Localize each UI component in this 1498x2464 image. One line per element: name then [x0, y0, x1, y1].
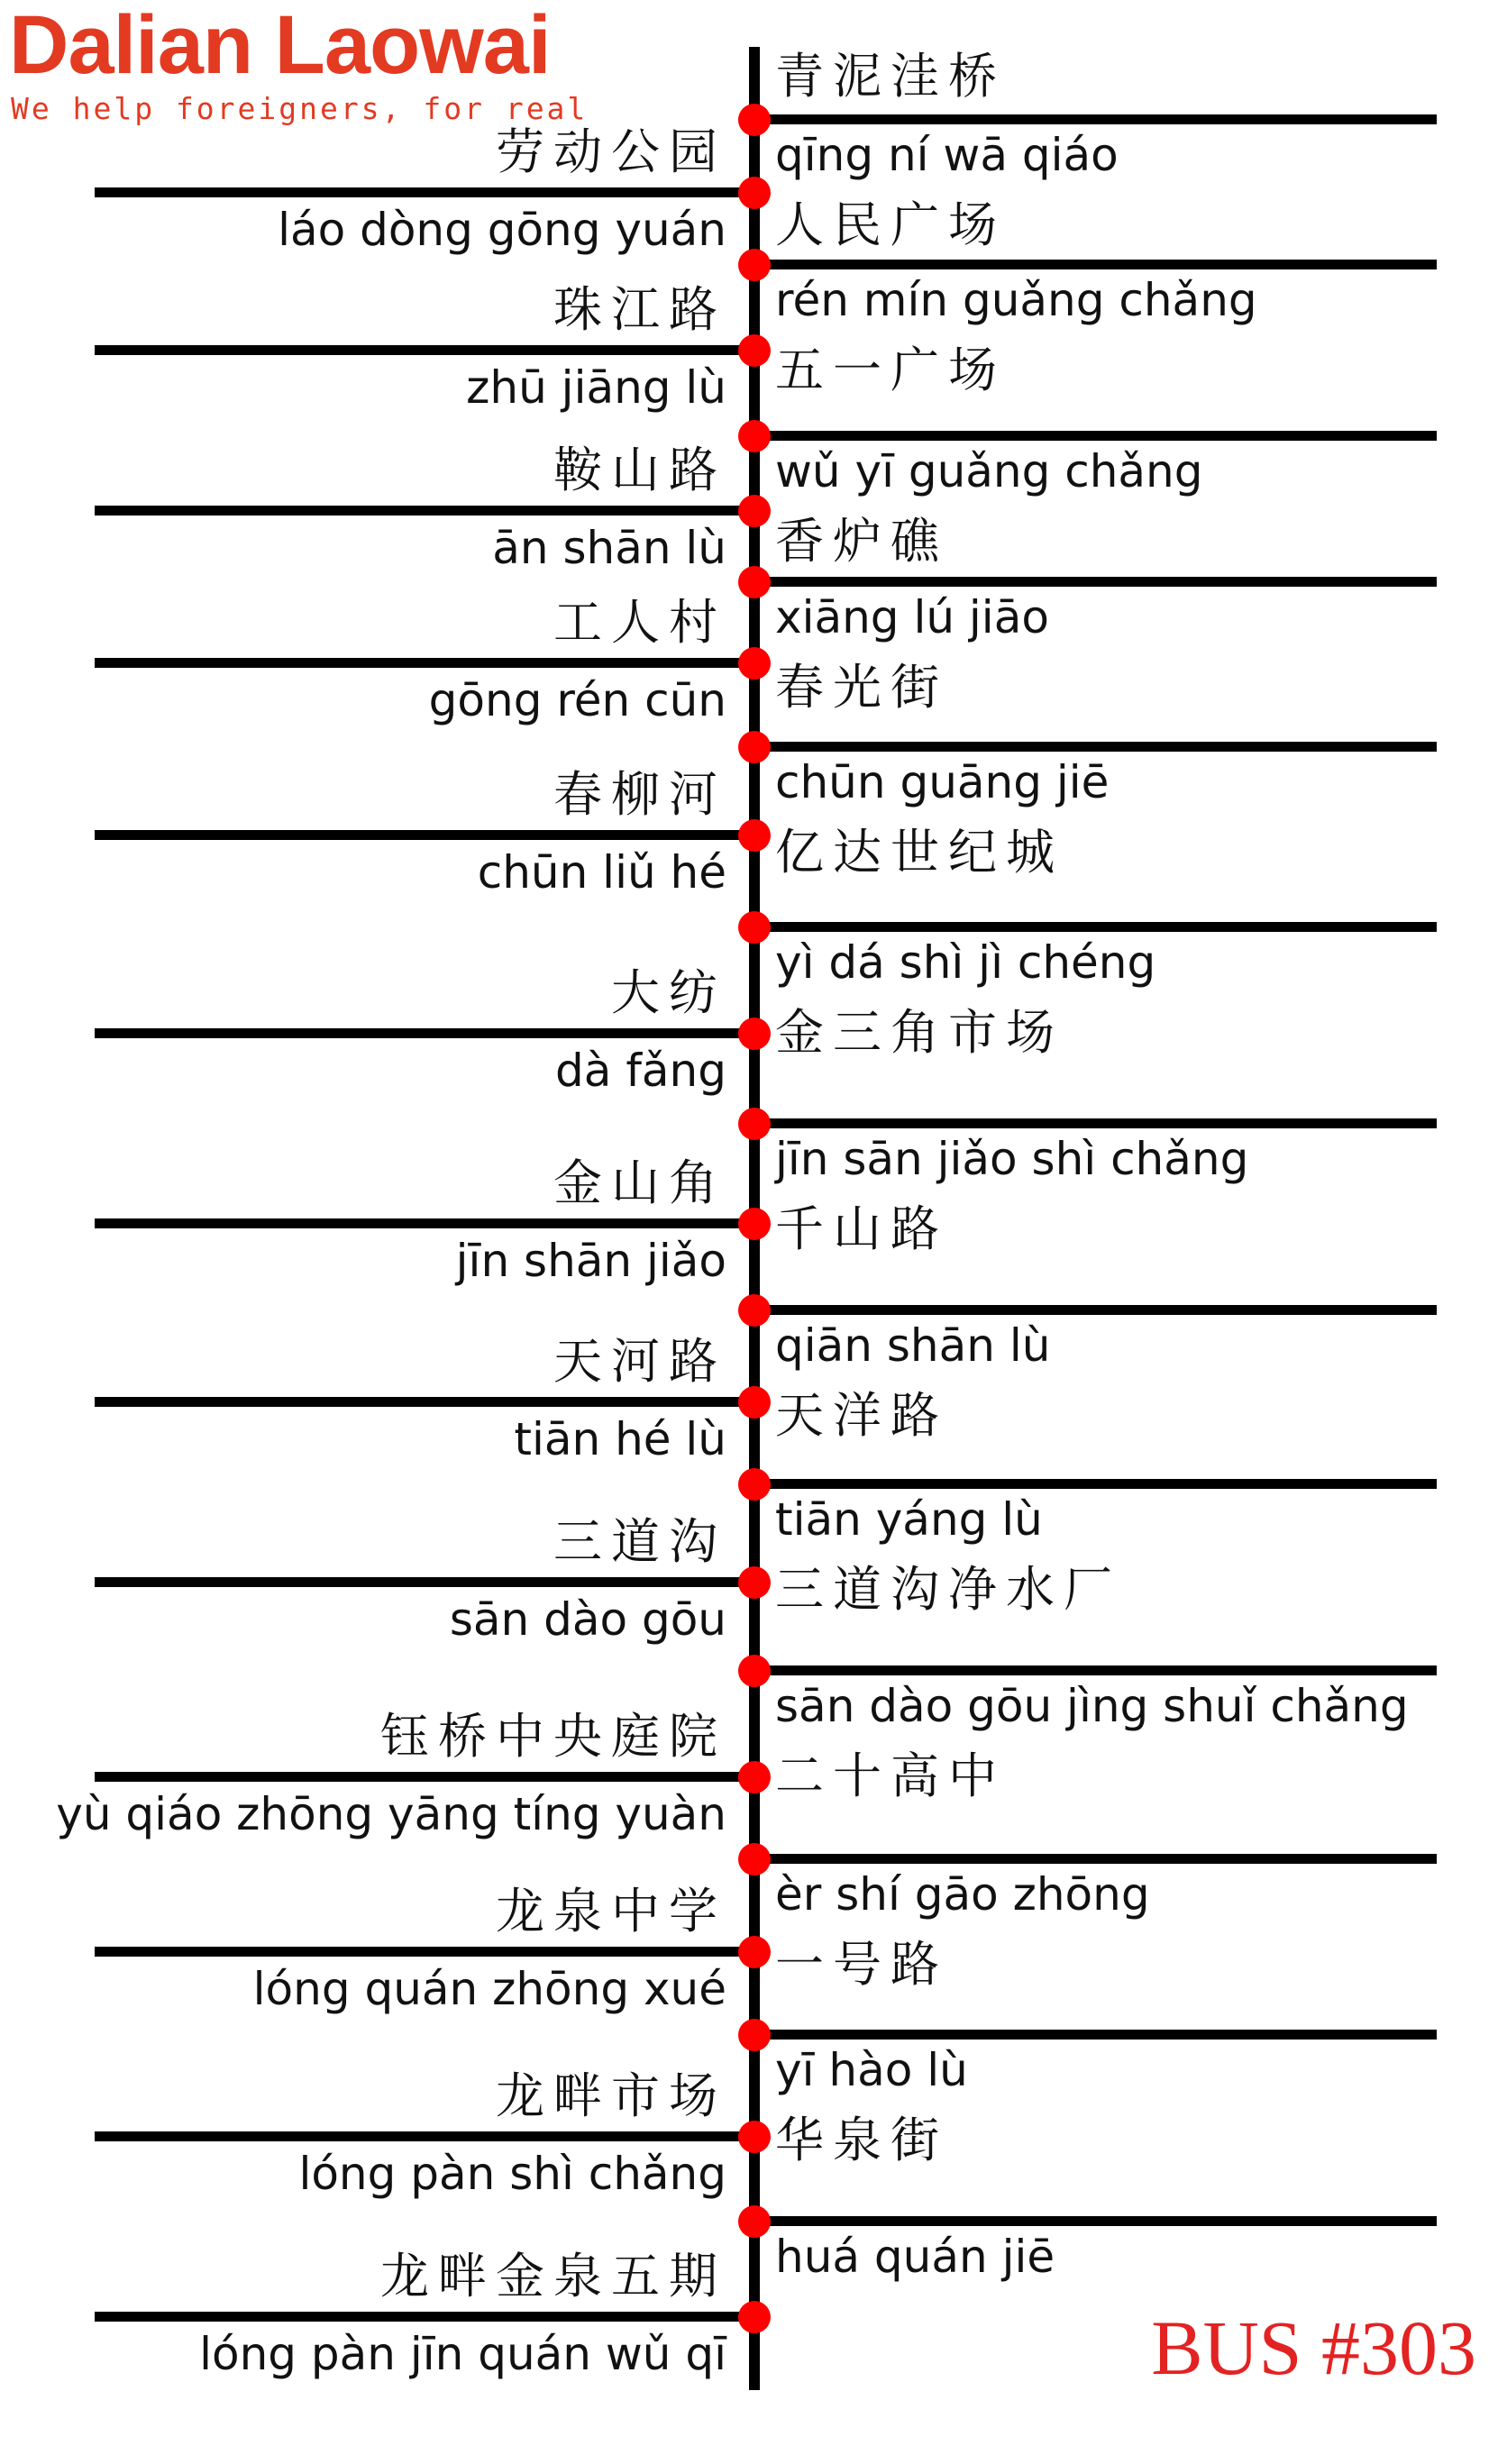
- stop-name-pinyin: lóng pàn jīn quán wǔ qī: [199, 2328, 726, 2380]
- stop-name-pinyin: jīn sān jiǎo shì chǎng: [775, 1133, 1249, 1185]
- stop-name-pinyin: sān dào gōu: [449, 1593, 726, 1646]
- stop-rule: [755, 577, 1437, 587]
- stop-rule: [755, 260, 1437, 269]
- stop-dot: [738, 2019, 771, 2051]
- stop-name-pinyin: huá quán jiē: [775, 2231, 1055, 2283]
- stop-name-chinese: 龙畔市场: [496, 2067, 726, 2124]
- stop-name-pinyin: lóng pàn shì chǎng: [298, 2148, 726, 2200]
- stop-name-pinyin: ān shān lù: [492, 522, 726, 574]
- stop-name-pinyin: sān dào gōu jìng shuǐ chǎng: [775, 1680, 1409, 1732]
- stop-rule: [95, 187, 754, 197]
- stop-dot: [738, 1294, 771, 1327]
- stop-rule: [755, 114, 1437, 124]
- stop-name-pinyin: chūn guāng jiē: [775, 756, 1110, 808]
- stop-dot: [738, 1108, 771, 1140]
- stop-name-pinyin: lóng quán zhōng xué: [252, 1963, 726, 2015]
- stop-name-chinese: 香炉礁: [775, 513, 948, 570]
- stop-name-pinyin: jīn shān jiǎo: [455, 1235, 726, 1287]
- stop-name-pinyin: tiān hé lù: [514, 1413, 726, 1465]
- stop-name-pinyin: qiān shān lù: [775, 1319, 1051, 1372]
- stop-name-chinese: 五一广场: [775, 342, 1006, 398]
- stop-dot: [738, 2301, 771, 2333]
- stop-rule: [755, 1479, 1437, 1489]
- stop-rule: [755, 1854, 1437, 1864]
- stop-rule: [95, 345, 754, 355]
- stop-name-chinese: 人民广场: [775, 196, 1006, 253]
- stop-name-pinyin: wǔ yī guǎng chǎng: [775, 445, 1203, 497]
- stop-dot: [738, 2205, 771, 2238]
- stop-rule: [755, 431, 1437, 441]
- stop-name-chinese: 劳动公园: [496, 123, 726, 180]
- stop-name-chinese: 金山角: [553, 1154, 726, 1211]
- stop-rule: [95, 830, 754, 840]
- stop-name-chinese: 珠江路: [553, 281, 726, 338]
- stop-name-chinese: 二十高中: [775, 1748, 1006, 1804]
- stop-dot: [738, 1936, 771, 1968]
- stop-name-chinese: 龙泉中学: [496, 1883, 726, 1939]
- stop-dot: [738, 1566, 771, 1599]
- stop-rule: [755, 2216, 1437, 2226]
- stop-rule: [95, 506, 754, 516]
- stop-name-pinyin: zhū jiāng lù: [466, 361, 726, 414]
- stop-name-chinese: 鞍山路: [553, 442, 726, 498]
- stop-rule: [95, 2131, 754, 2141]
- stop-dot: [738, 1018, 771, 1050]
- stop-name-chinese: 一号路: [775, 1936, 948, 1993]
- stop-dot: [738, 420, 771, 452]
- stop-dot: [738, 1761, 771, 1793]
- stop-dot: [738, 911, 771, 944]
- stop-name-chinese: 华泉街: [775, 2112, 948, 2168]
- stop-dot: [738, 566, 771, 598]
- stop-rule: [755, 1305, 1437, 1315]
- stop-name-chinese: 亿达世纪城: [775, 824, 1064, 881]
- stop-name-pinyin: yì dá shì jì chéng: [775, 936, 1156, 989]
- stop-dot: [738, 819, 771, 852]
- stop-dot: [738, 1386, 771, 1419]
- stop-rule: [755, 1665, 1437, 1675]
- stop-dot: [738, 104, 771, 136]
- stop-rule: [755, 1118, 1437, 1128]
- stop-rule: [95, 1397, 754, 1407]
- stop-dot: [738, 1468, 771, 1501]
- stop-rule: [755, 922, 1437, 932]
- stop-dot: [738, 249, 771, 281]
- stop-name-pinyin: gōng rén cūn: [428, 674, 726, 726]
- stop-name-chinese: 钰桥中央庭院: [380, 1708, 726, 1765]
- stop-name-chinese: 工人村: [553, 594, 726, 651]
- stop-rule: [95, 1028, 754, 1038]
- route-label: BUS #303: [1151, 2304, 1476, 2391]
- stop-name-chinese: 天河路: [553, 1333, 726, 1390]
- stop-rule: [95, 1577, 754, 1587]
- logo-tagline: We help foreigners, for real: [11, 91, 589, 126]
- stop-rule: [95, 1772, 754, 1782]
- stop-name-pinyin: yù qiáo zhōng yāng tíng yuàn: [56, 1788, 726, 1840]
- stop-dot: [738, 647, 771, 680]
- stop-name-pinyin: rén mín guǎng chǎng: [775, 274, 1257, 326]
- stop-rule: [755, 2030, 1437, 2040]
- stop-name-pinyin: chūn liǔ hé: [477, 846, 726, 899]
- stop-name-chinese: 金三角市场: [775, 1004, 1064, 1061]
- stop-rule: [95, 2312, 754, 2322]
- stop-name-chinese: 青泥洼桥: [775, 48, 1006, 105]
- stop-dot: [738, 1655, 771, 1687]
- stop-rule: [95, 1947, 754, 1957]
- stop-dot: [738, 495, 771, 527]
- stop-name-chinese: 龙畔金泉五期: [380, 2248, 726, 2304]
- stop-name-pinyin: dà fǎng: [555, 1045, 726, 1097]
- stop-dot: [738, 1208, 771, 1240]
- stop-name-chinese: 千山路: [775, 1200, 948, 1257]
- stop-dot: [738, 177, 771, 209]
- stop-name-pinyin: tiān yáng lù: [775, 1493, 1043, 1546]
- stop-name-chinese: 三道沟净水厂: [775, 1561, 1121, 1618]
- stop-name-pinyin: láo dòng gōng yuán: [278, 204, 726, 256]
- stop-name-pinyin: yī hào lù: [775, 2044, 968, 2096]
- stop-name-pinyin: xiāng lú jiāo: [775, 591, 1049, 643]
- stop-name-pinyin: èr shí gāo zhōng: [775, 1868, 1150, 1921]
- stop-dot: [738, 731, 771, 763]
- stop-rule: [95, 658, 754, 668]
- stop-rule: [755, 742, 1437, 752]
- stop-rule: [95, 1218, 754, 1228]
- logo-title: Dalian Laowai: [9, 0, 551, 91]
- stop-name-chinese: 大纺: [611, 964, 726, 1021]
- stop-dot: [738, 1843, 771, 1875]
- stop-name-chinese: 春光街: [775, 659, 948, 716]
- stop-dot: [738, 334, 771, 367]
- stop-name-chinese: 天洋路: [775, 1387, 948, 1444]
- stop-dot: [738, 2121, 771, 2153]
- stop-name-chinese: 三道沟: [553, 1513, 726, 1570]
- stop-name-chinese: 春柳河: [553, 766, 726, 823]
- stop-name-pinyin: qīng ní wā qiáo: [775, 129, 1119, 181]
